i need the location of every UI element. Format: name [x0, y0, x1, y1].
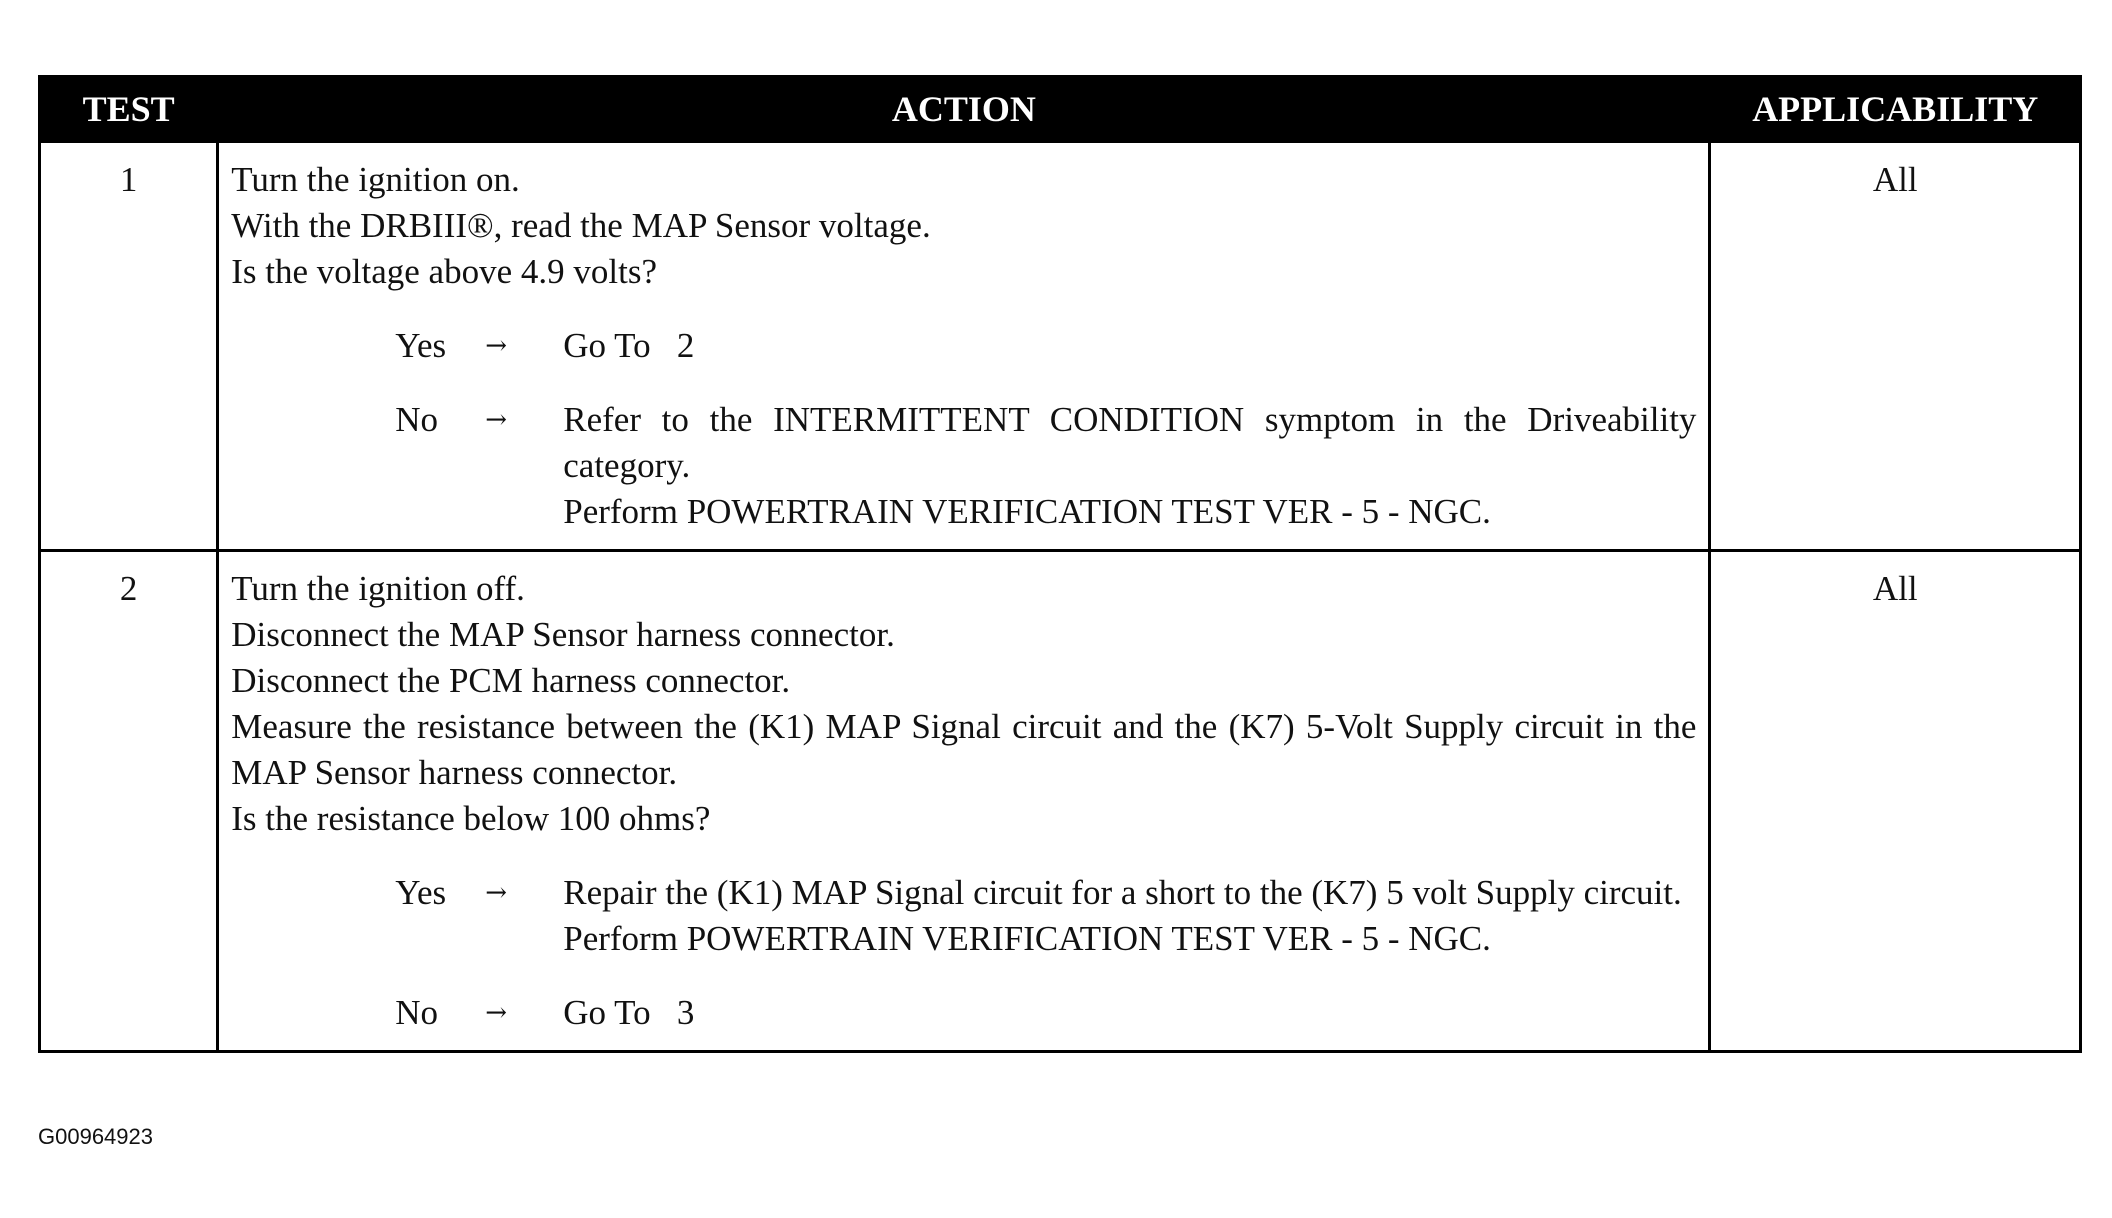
answer-label: Yes — [395, 326, 447, 365]
figure-id: G00964923 — [38, 1124, 153, 1149]
action-cell — [218, 551, 1710, 1052]
action-step: Turn the ignition on. — [231, 160, 520, 199]
action-step: Disconnect the PCM harness connector. — [231, 661, 791, 700]
action-step: Is the resistance below 100 ohms? — [231, 799, 711, 838]
action-step: Disconnect the MAP Sensor harness connector. — [231, 615, 895, 654]
header-action: ACTION — [218, 77, 1710, 142]
right-arrow-icon: → — [485, 405, 508, 435]
action-step: Turn the ignition off. — [231, 569, 525, 608]
answer-line: Perform POWERTRAIN VERIFICATION TEST VER - 5 - NGC. — [563, 919, 1491, 958]
table-row — [40, 551, 2081, 1052]
test-number: 2 — [40, 551, 218, 1052]
answer-list — [231, 870, 1696, 1036]
header-applicability: APPLICABILITY — [1710, 77, 2081, 142]
table-row — [40, 142, 2081, 551]
action-cell — [218, 142, 1710, 551]
answer-label: No — [395, 400, 439, 439]
answer-text — [563, 397, 1706, 535]
table-header-row — [40, 77, 2081, 142]
action-step: Is the voltage above 4.9 volts? — [231, 252, 657, 291]
answer-list — [231, 323, 1706, 535]
answer-label: No — [395, 993, 439, 1032]
applicability-cell: All — [1710, 142, 2081, 551]
answer-line: Go To 2 — [563, 326, 695, 365]
answer-yes — [395, 323, 1696, 369]
answer-line: Go To 3 — [563, 993, 695, 1032]
header-test: TEST — [40, 77, 218, 142]
right-arrow-icon: → — [485, 878, 508, 908]
diagnostic-test-table — [38, 75, 2082, 1053]
answer-text — [563, 990, 1696, 1036]
answer-label: Yes — [395, 873, 447, 912]
right-arrow-icon: → — [485, 331, 508, 361]
answer-no — [395, 397, 1706, 535]
test-number: 1 — [40, 142, 218, 551]
right-arrow-icon: → — [485, 998, 508, 1028]
answer-text — [563, 870, 1696, 962]
answer-text — [563, 323, 1696, 369]
answer-line: Refer to the INTERMITTENT CONDITION symptom in the Driveability category. — [563, 400, 1706, 485]
answer-yes — [395, 870, 1696, 962]
applicability-cell: All — [1710, 551, 2081, 1052]
answer-line: Repair the (K1) MAP Signal circuit for a short to the (K7) 5 volt Supply circuit. — [563, 873, 1682, 912]
action-step: Measure the resistance between the (K1) MAP Signal circuit and the (K7) 5-Volt Supply circuit in the MAP Sensor harness connector. — [231, 707, 1697, 792]
action-step: With the DRBIII®, read the MAP Sensor voltage. — [231, 206, 931, 245]
answer-no — [395, 990, 1696, 1036]
answer-line: Perform POWERTRAIN VERIFICATION TEST VER - 5 - NGC. — [563, 492, 1491, 531]
